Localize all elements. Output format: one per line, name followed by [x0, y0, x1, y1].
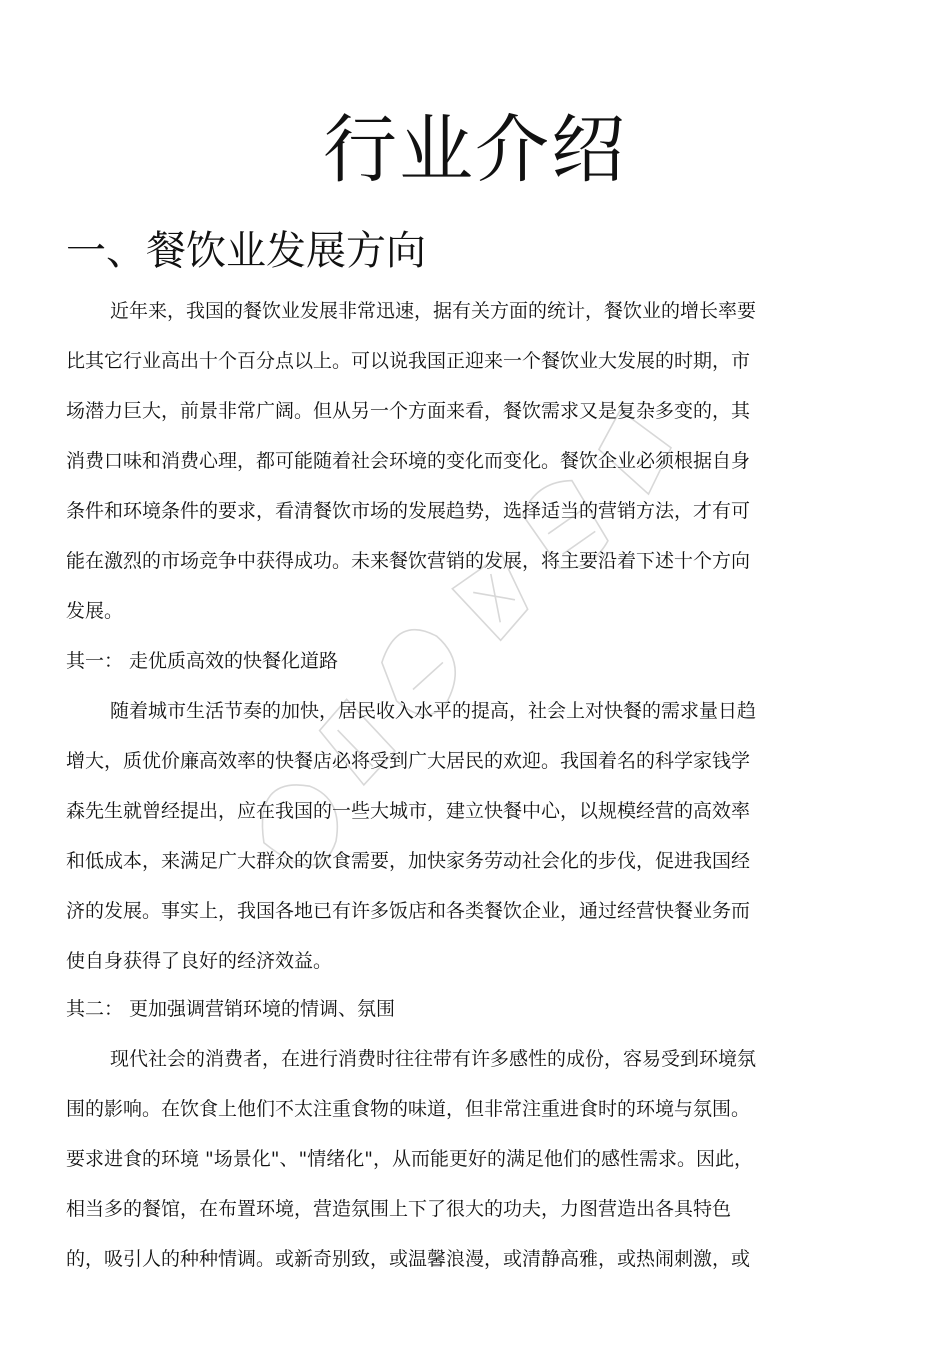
paragraph-line: 和低成本，来满足广大群众的饮食需要，加快家务劳动社会化的步伐，促进我国经	[66, 850, 751, 872]
subsection-heading: 其二： 更加强调营销环境的情调、氛围	[66, 998, 396, 1020]
paragraph-line: 现代社会的消费者，在进行消费时往往带有许多感性的成份，容易受到环境氛	[110, 1048, 757, 1070]
paragraph-line: 近年来，我国的餐饮业发展非常迅速，据有关方面的统计，餐饮业的增长率要	[110, 300, 757, 322]
section-heading: 一、餐饮业发展方向	[66, 228, 426, 274]
page-title: 行业介绍	[323, 107, 627, 193]
subsection-heading: 其一： 走优质高效的快餐化道路	[66, 650, 339, 672]
paragraph-line: 条件和环境条件的要求，看清餐饮市场的发展趋势，选择适当的营销方法，才有可	[66, 500, 751, 522]
paragraph-line: 济的发展。事实上，我国各地已有许多饭店和各类餐饮企业，通过经营快餐业务而	[66, 900, 751, 922]
paragraph-line: 的，吸引人的种种情调。或新奇别致，或温馨浪漫，或清静高雅，或热闹刺激，或	[66, 1248, 751, 1270]
paragraph-line: 围的影响。在饮食上他们不太注重食物的味道，但非常注重进食时的环境与氛围。	[66, 1098, 751, 1120]
paragraph-line: 比其它行业高出十个百分点以上。可以说我国正迎来一个餐饮业大发展的时期，市	[66, 350, 751, 372]
paragraph-line: 随着城市生活节奏的加快，居民收入水平的提高，社会上对快餐的需求量日趋	[110, 700, 757, 722]
paragraph-line: 要求进食的环境 "场景化"、"情绪化"，从而能更好的满足他们的感性需求。因此，	[66, 1148, 753, 1170]
paragraph-line: 发展。	[66, 600, 124, 622]
paragraph-line: 森先生就曾经提出，应在我国的一些大城市，建立快餐中心，以规模经营的高效率	[66, 800, 751, 822]
paragraph-line: 增大，质优价廉高效率的快餐店必将受到广大居民的欢迎。我国着名的科学家钱学	[66, 750, 751, 772]
paragraph-line: 消费口味和消费心理，都可能随着社会环境的变化而变化。餐饮企业必须根据自身	[66, 450, 751, 472]
paragraph-line: 使自身获得了良好的经济效益。	[66, 950, 333, 972]
paragraph-line: 场潜力巨大，前景非常广阔。但从另一个方面来看，餐饮需求又是复杂多变的，其	[66, 400, 751, 422]
paragraph-line: 能在激烈的市场竞争中获得成功。未来餐饮营销的发展，将主要沿着下述十个方向	[66, 550, 751, 572]
paragraph-line: 相当多的餐馆，在布置环境，营造氛围上下了很大的功夫，力图营造出各具特色	[66, 1198, 732, 1220]
